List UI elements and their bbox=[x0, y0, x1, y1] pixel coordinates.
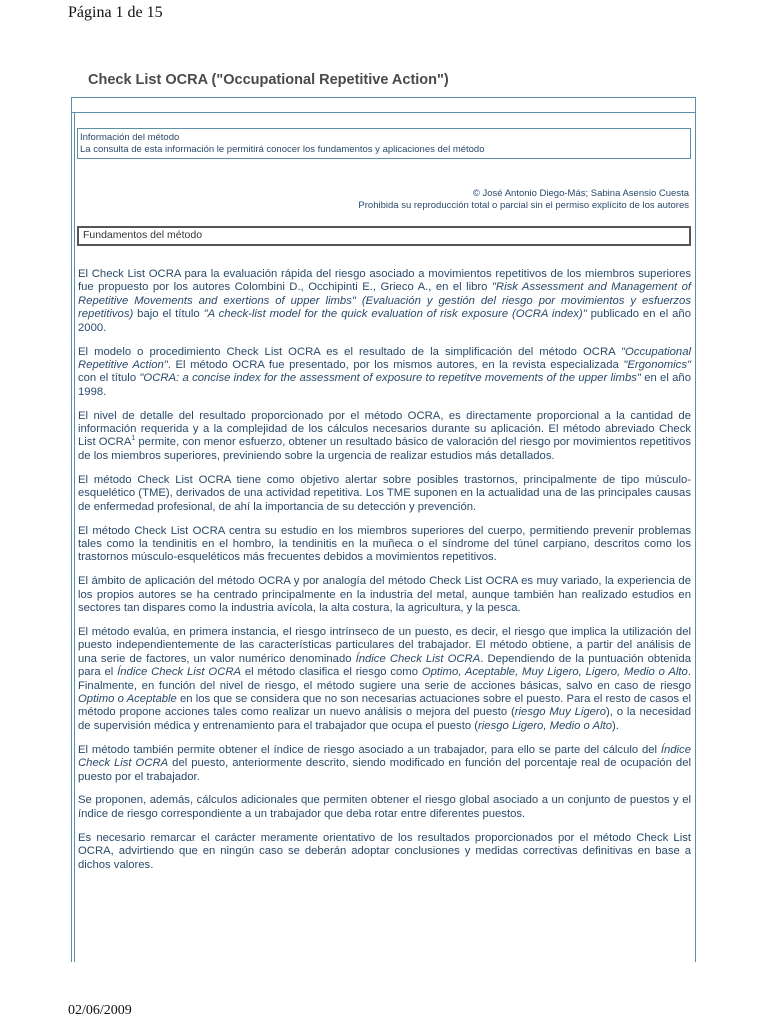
text-run: El método evalúa, en primera instancia, el riesgo intrínseco de un puesto, es decir, el riesgo que implica la utilización del puesto independientemente de las características particulares del trabajador. El método obtiene, a partir del análisis de una serie de factores, un valor numérico denominado bbox=[78, 625, 691, 665]
section-title: Fundamentos del método bbox=[77, 226, 691, 246]
italic-text: "Risk Assessment and Management of Repetitive Movements and exertions of upper limbs" (Evaluación y gestión del riesgo por movimientos y esfuerzos repetitivos) bbox=[78, 281, 691, 321]
italic-text: Optimo o Aceptable bbox=[78, 692, 177, 705]
text-run: con el título bbox=[78, 372, 140, 385]
info-description: La consulta de esta información le permitirá conocer los fundamentos y aplicaciones del método bbox=[80, 144, 485, 155]
text-run: en el año 1998. bbox=[78, 372, 691, 398]
body-paragraph bbox=[78, 474, 691, 514]
text-run: . Dependiendo de la puntuación obtenida para el bbox=[78, 652, 691, 679]
italic-text: riesgo Muy Ligero bbox=[514, 706, 606, 719]
text-run: bajo el título bbox=[133, 308, 204, 321]
body-paragraph bbox=[78, 410, 691, 464]
text-run: El método también permite obtener el índice de riesgo asociado a un trabajador, para ello se parte del cálculo del bbox=[78, 743, 661, 756]
body-paragraph bbox=[78, 744, 691, 784]
text-run: del puesto, anteriormente descrito, siendo modificado en función del porcentaje real de ocupación del puesto por el trabajador. bbox=[78, 757, 691, 783]
body-paragraph bbox=[78, 346, 691, 400]
body-paragraph bbox=[78, 626, 691, 733]
text-run: El nivel de detalle del resultado proporcionado por el método OCRA, es directamente proporcional a la cantidad de información requerida y a la complejidad de los cálculos necesarios durante su aplicación. El método abreviado Check List OCRA bbox=[78, 409, 691, 449]
info-heading: Información del método bbox=[80, 132, 180, 143]
document-title: Check List OCRA ("Occupational Repetitive Action") bbox=[88, 72, 449, 88]
text-run: Es necesario remarcar el carácter meramente orientativo de los resultados proporcionados por el método Check List OCRA, advirtiendo que en ningún caso se deberán adoptar conclusiones y medidas correctivas definitivas en base a dichos valores. bbox=[78, 831, 691, 871]
body-text bbox=[78, 268, 691, 882]
body-paragraph bbox=[78, 575, 691, 615]
italic-text: "A check-list model for the quick evaluation of risk exposure (OCRA index)" bbox=[203, 308, 587, 321]
text-run: El ámbito de aplicación del método OCRA y por analogía del método Check List OCRA es muy variado, la experiencia de los propios autores se ha centrado principalmente en la industria del metal, aunque también han realizado estudios en sectores tan dispares como la industria avícola, la alta costura, la agricultura, y la pesca. bbox=[78, 575, 691, 615]
italic-text: Índice Check List OCRA bbox=[78, 743, 691, 770]
text-run: ). bbox=[612, 719, 619, 732]
body-paragraph bbox=[78, 832, 691, 872]
italic-text: Optimo, Aceptable, Muy Ligero, Ligero, Medio o Alto bbox=[421, 666, 688, 679]
text-run: El Check List OCRA para la evaluación rápida del riesgo asociado a movimientos repetitivos de los miembros superiores fue propuesto por los autores Colombini D., Occhipinti E., Grieco A., en el libro bbox=[78, 268, 691, 294]
body-paragraph bbox=[78, 268, 691, 335]
italic-text: Índice Check List OCRA bbox=[355, 652, 481, 665]
page-number-label: Página 1 de 15 bbox=[68, 4, 163, 21]
document-frame bbox=[71, 97, 696, 962]
footnote-ref: 1 bbox=[131, 435, 136, 443]
italic-text: "Ergonomics" bbox=[623, 358, 691, 371]
text-run: permite, con menor esfuerzo, obtener un resultado básico de valoración del riesgo por movimientos repetitivos de los miembros superiores, previniendo sobre la urgencia de realizar estudios más detallados. bbox=[78, 436, 691, 462]
italic-text: riesgo Ligero, Medio o Alto bbox=[478, 719, 612, 732]
authors-credit: © José Antonio Diego-Más; Sabina Asensio Cuesta bbox=[472, 188, 689, 199]
body-paragraph bbox=[78, 794, 691, 821]
text-run: . Finalmente, en función del nivel de riesgo, el método sugiere una serie de acciones básicas, salvo en caso de riesgo bbox=[78, 666, 691, 692]
italic-text: "OCRA: a concise index for the assessment of exposure to repetitve movements of the upper limbs" bbox=[139, 372, 641, 385]
italic-text: Índice Check List OCRA bbox=[117, 666, 242, 679]
text-run: El método Check List OCRA centra su estudio en los miembros superiores del cuerpo, permitiendo prevenir problemas tales como la tendinitis en el hombro, la tendinitis en la muñeca o el síndrome del túnel carpiano, descritos como los trastornos músculo-esqueléticos más frecuentes debidos a movimientos repetitivos. bbox=[78, 524, 691, 564]
text-run: el método clasifica el riesgo como bbox=[241, 666, 422, 679]
text-run: . El método OCRA fue presentado, por los mismos autores, en la revista especializada bbox=[167, 358, 624, 371]
text-run: Se proponen, además, cálculos adicionales que permiten obtener el riesgo global asociado a un conjunto de puestos y el índice de riesgo correspondiente a un trabajador que deba rotar entre diferentes puestos. bbox=[78, 794, 691, 820]
text-run: publicado en el año 2000. bbox=[78, 308, 691, 334]
credits-block bbox=[358, 188, 689, 212]
rights-notice: Prohibida su reproducción total o parcial sin el permiso explícito de los autores bbox=[358, 200, 689, 211]
body-paragraph bbox=[78, 525, 691, 565]
text-run: en los que se considera que no son necesarias actuaciones sobre el puesto. Para el resto de casos el método propone acciones tales como realizar un nuevo análisis o mejora del puesto ( bbox=[78, 692, 691, 719]
text-run: ), o la necesidad de supervisión médica y entrenamiento para el trabajador que ocupa el puesto ( bbox=[78, 706, 691, 732]
text-run: El modelo o procedimiento Check List OCRA es el resultado de la simplificación del método OCRA bbox=[78, 345, 622, 358]
footer-date: 02/06/2009 bbox=[68, 1003, 132, 1018]
text-run: El método Check List OCRA tiene como objetivo alertar sobre posibles trastornos, principalmente de tipo músculo-esquelético (TME), derivados de una actividad repetitiva. Los TME suponen en la actualidad una de las principales causas de enfermedad profesional, de ahí la importancia de su detección y prevención. bbox=[78, 473, 691, 513]
italic-text: "Occupational Repetitive Action" bbox=[78, 345, 691, 371]
method-info-box bbox=[77, 128, 691, 159]
